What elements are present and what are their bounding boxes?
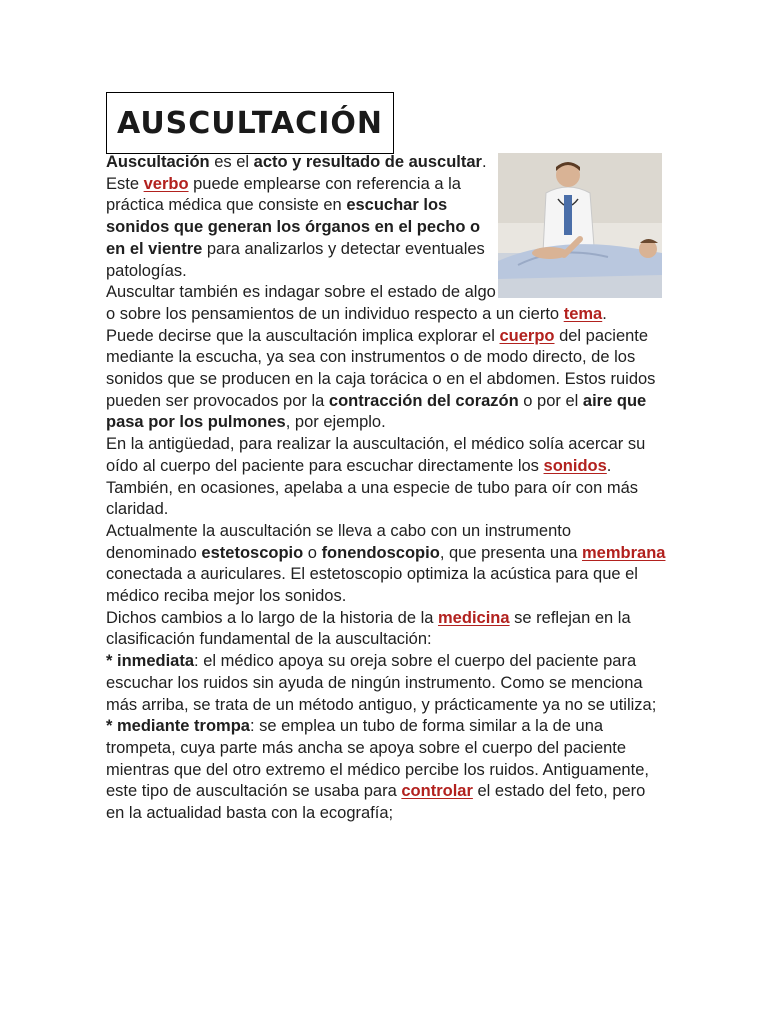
body-text: del paciente mediante la escucha, ya sea con instrumentos o de modo directo, de los sonidos que se producen en la caja torácica o en el abdomen. Estos ruidos pueden ser provocados por la (106, 326, 656, 410)
bold-text: * inmediata (106, 652, 195, 671)
bold-text: contracción del corazón (328, 391, 519, 410)
bold-text: Auscultación (106, 153, 210, 171)
body-text: se reflejan en la clasificación fundamental de la auscultación: (106, 608, 631, 649)
bold-text: fonendoscopio (321, 543, 440, 562)
article-body (106, 152, 666, 825)
body-text: Auscultar también es indagar sobre el estado de algo o sobre los pensamientos de un individuo respecto a un cierto (106, 283, 564, 323)
text-link[interactable]: membrana (582, 543, 666, 562)
paragraph (106, 326, 666, 435)
text-link[interactable]: tema (563, 304, 603, 323)
bold-text: escuchar los sonidos que generan los órganos en el pecho o en el vientre (106, 196, 481, 258)
text-link[interactable]: medicina (438, 608, 510, 627)
body-text: el estado del feto, pero en la actualidad basta con la ecografía; (106, 782, 646, 823)
body-text: . (602, 304, 607, 323)
body-text: Puede decirse que la auscultación implica explorar el (106, 326, 500, 345)
paragraph (106, 651, 666, 716)
paragraph (106, 716, 666, 825)
body-text: , que presenta una (439, 543, 583, 562)
body-text: o por el (518, 391, 583, 410)
page-title: AUSCULTACIÓN (117, 105, 383, 141)
body-text: puede emplearse con referencia a la práctica médica que consiste en (106, 174, 461, 215)
paragraph (106, 434, 666, 521)
text-link[interactable]: sonidos (543, 456, 607, 475)
body-text: : se emplea un tubo de forma similar a la de una trompeta, cuya parte más ancha se apoya sobre el cuerpo del paciente mientras que del otro extremo el médico percibe los ruidos. Antiguamente, este tipo de auscultación se usaba para (106, 717, 649, 801)
body-text: o (303, 543, 322, 562)
text-link[interactable]: verbo (143, 174, 189, 193)
paragraph (106, 608, 666, 651)
paragraph (106, 521, 666, 608)
bold-text: acto y resultado de auscultar (253, 153, 482, 171)
bold-text: estetoscopio (201, 543, 304, 562)
body-text: conectada a auriculares. El estetoscopio optimiza la acústica para que el médico reciba mejor los sonidos. (106, 565, 638, 606)
body-text: En la antigüedad, para realizar la auscultación, el médico solía acercar su oído al cuerpo del paciente para escuchar directamente los (106, 435, 646, 475)
paragraph (106, 152, 666, 282)
bold-text: * mediante trompa (106, 717, 250, 736)
title-box (106, 92, 394, 154)
image-wrap-spacer (496, 152, 666, 292)
body-text: es el (209, 153, 254, 171)
body-text: , por ejemplo. (285, 413, 386, 432)
text-link[interactable]: cuerpo (499, 326, 555, 345)
body-text: . También, en ocasiones, apelaba a una especie de tubo para oír con más claridad. (106, 456, 639, 519)
text-link[interactable]: controlar (401, 782, 473, 801)
body-text: : el médico apoya su oreja sobre el cuerpo del paciente para escuchar los ruidos sin ayuda de ningún instrumento. Como se menciona más arriba, se trata de un método antiguo, y prácticamente ya no se utiliza; (106, 652, 657, 714)
body-text: Dichos cambios a lo largo de la historia de la (106, 608, 439, 627)
body-text: . Este (106, 153, 487, 193)
body-text: para analizarlos y detectar eventuales patologías. (106, 239, 485, 280)
body-text: Actualmente la auscultación se lleva a cabo con un instrumento denominado (106, 521, 572, 562)
bold-text: aire que pasa por los pulmones (106, 391, 647, 432)
